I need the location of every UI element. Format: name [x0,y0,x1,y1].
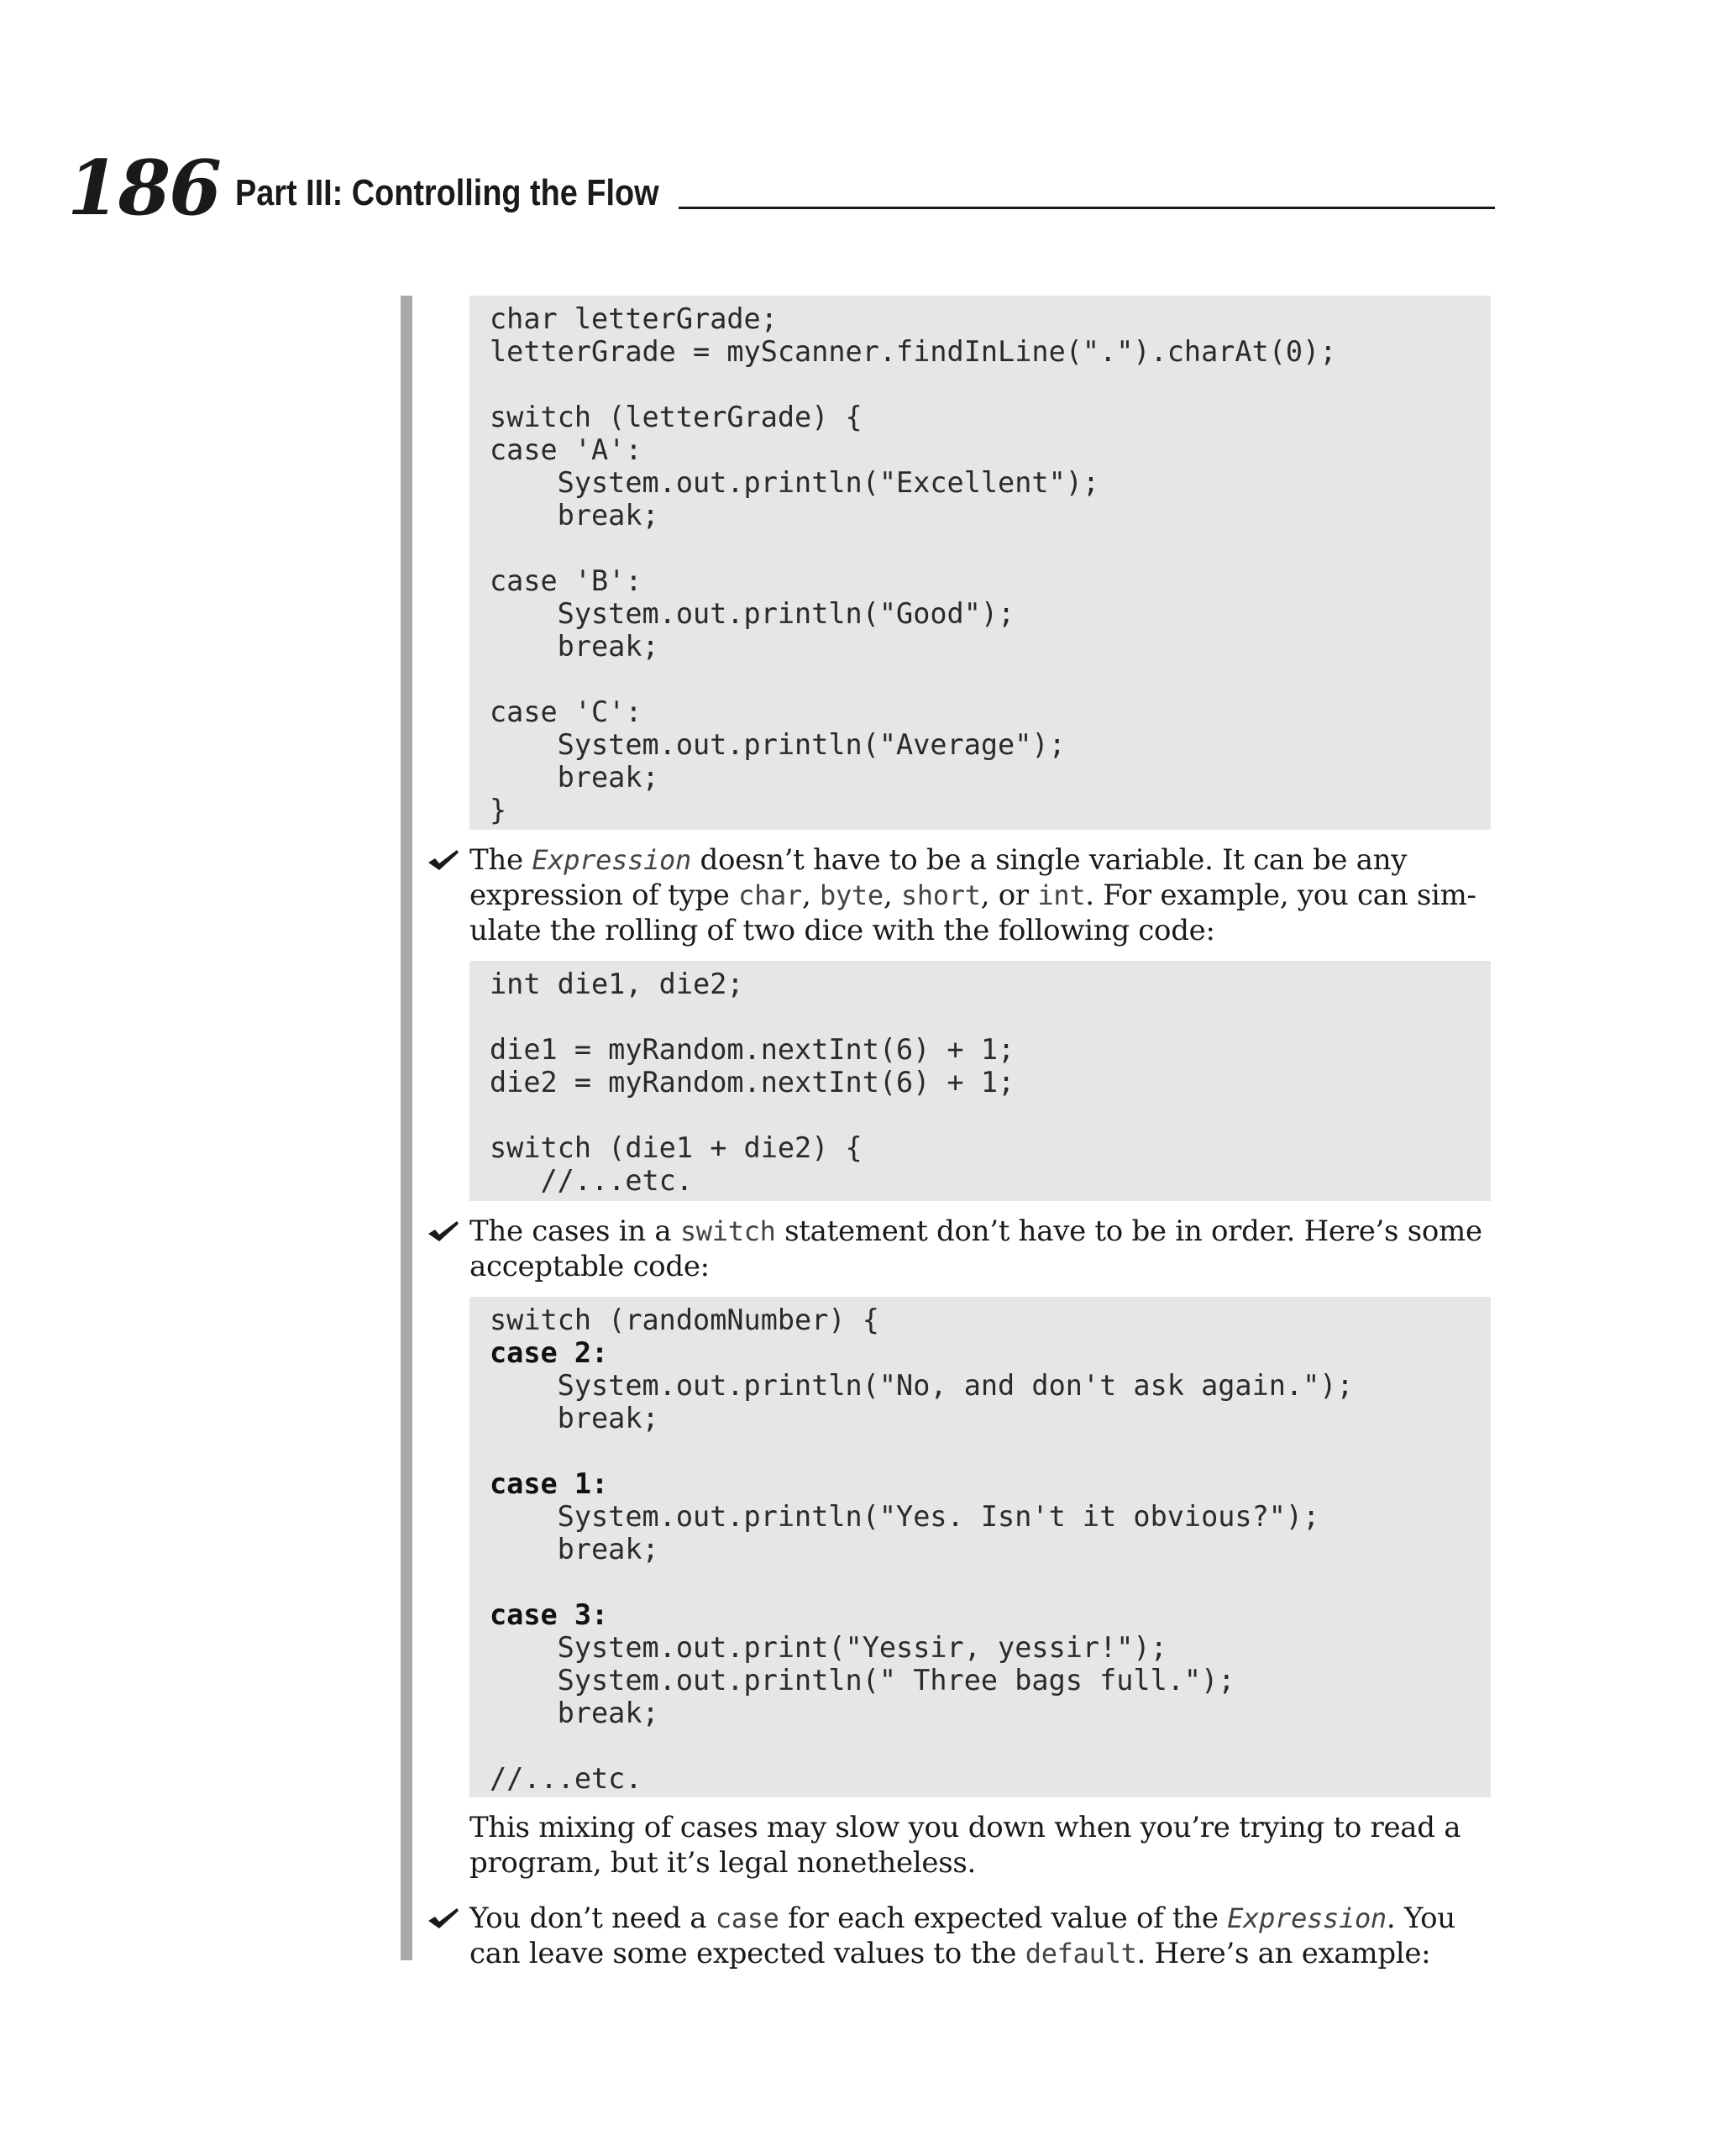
code-line: System.out.print("Yessir, yessir!"); [490,1631,1167,1664]
code-line: case 1: [490,1467,609,1500]
code-line: switch (die1 + die2) { [490,1131,863,1164]
code-line: break; [490,1697,659,1729]
check-mark-icon [427,847,460,873]
code-line: break; [490,1402,659,1435]
bullet-text: The cases in a switch statement don’t have to be in order. Here’s some acceptable code: [469,1214,1482,1283]
check-mark-icon [427,1906,460,1931]
code-line: System.out.println("No, and don't ask again."); [490,1369,1354,1402]
page-header [67,143,1495,235]
code-line: switch (randomNumber) { [490,1304,879,1336]
code-listing [490,1304,1491,1795]
bullet-text: You don’t need a case for each expected value of the Expression. You can leave some expected values to the default. Here’s an example: [469,1902,1455,1970]
code-listing [490,302,1491,826]
bullet-text: The Expression doesn’t have to be a single variable. It can be any expression of type char, byte, short, or int. For example, you can sim-ulate the rolling of two dice with the following code: [469,843,1476,947]
paragraph-text: This mixing of cases may slow you down when you’re trying to read a program, but it’s legal nonetheless. [469,1811,1461,1880]
code-line: break; [490,499,659,532]
code-line: case 'C': [490,695,642,728]
bullet-item-order [424,1214,1499,1284]
page-number: 186 [67,144,220,233]
code-line: char letterGrade; [490,302,778,335]
code-line: System.out.println("Average"); [490,728,1066,761]
code-line: //...etc. [490,1762,642,1795]
code-line: } [490,794,507,826]
code-line: System.out.println("Yes. Isn't it obvious?"); [490,1500,1320,1533]
part-title: Part III: Controlling the Flow [235,172,659,213]
code-line: break; [490,1533,659,1566]
code-line: int die1, die2; [490,968,744,1000]
code-line: System.out.println("Excellent"); [490,466,1100,499]
margin-bar [401,296,412,1960]
mixing-paragraph [424,1810,1499,1881]
code-line: System.out.println(" Three bags full."); [490,1664,1235,1697]
header-rule [679,207,1495,209]
bullet-item-expression [424,842,1499,948]
code-line: switch (letterGrade) { [490,401,863,433]
check-mark-icon [427,1219,460,1244]
code-line: case 'A': [490,433,642,466]
code-block-dice [469,961,1491,1201]
code-block-letter-grade [469,296,1491,830]
code-line: case 2: [490,1336,609,1369]
code-line: break; [490,630,659,663]
code-listing [490,968,1491,1197]
code-line: letterGrade = myScanner.findInLine(".").charAt(0); [490,335,1337,368]
code-line: case 'B': [490,564,642,597]
code-line: case 3: [490,1598,609,1631]
bullet-item-default [424,1901,1499,1971]
code-line: break; [490,761,659,794]
code-line: System.out.println("Good"); [490,597,1015,630]
code-line: die1 = myRandom.nextInt(6) + 1; [490,1033,1015,1066]
code-line: die2 = myRandom.nextInt(6) + 1; [490,1066,1015,1099]
code-block-random-number [469,1297,1491,1797]
code-line: //...etc. [490,1164,694,1197]
